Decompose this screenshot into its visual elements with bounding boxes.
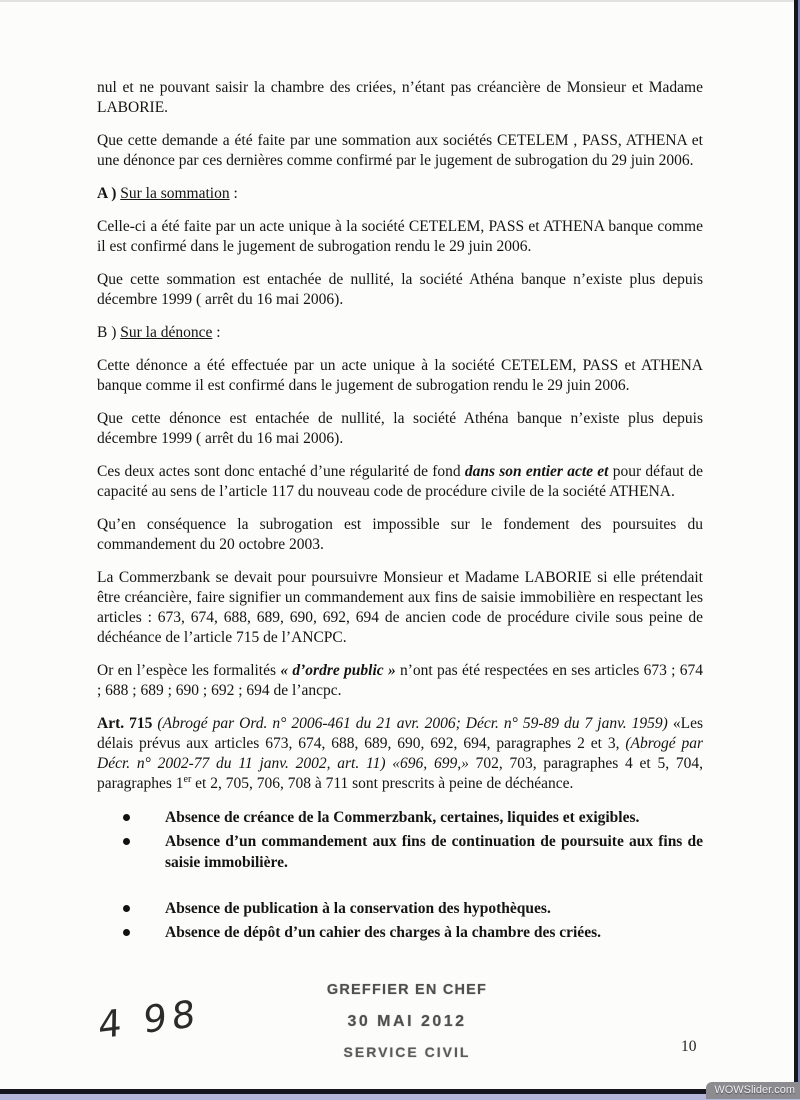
text-run: Cette dénonce a été effectuée par un acte unique à la société CETELEM, PASS et ATHENA banque comme il est confirmé dans le jugement de subrogation rendu le 29 juin 2006. [97, 357, 703, 394]
text-run: Art. 715 [97, 715, 158, 732]
document-body [97, 78, 703, 956]
section-heading [97, 323, 703, 343]
paragraph [97, 515, 703, 555]
stamp-service: SERVICE CIVIL [343, 1044, 471, 1060]
text-run: dans son entier acte et [464, 463, 609, 480]
stamp-title: GREFFIER EN CHEF [326, 982, 488, 998]
section-heading [97, 184, 703, 204]
stamp-date: 30 MAI 2012 [347, 1013, 467, 1030]
bullet-list [97, 898, 703, 943]
text-run: pour défaut de capacité au sens de l’article 117 du nouveau code de procédure civile de la société ATHENA. [97, 463, 703, 500]
text-run: Que cette sommation est entachée de nullité, la société Athéna banque n’existe plus depuis décembre 1999 ( arrêt du 16 mai 2006). [97, 271, 703, 308]
text-run: et 2, 705, 706, 708 à 711 sont prescrits à peine de déchéance. [191, 775, 574, 792]
paragraph [97, 409, 703, 449]
text-run: « d’ordre public » [280, 662, 396, 679]
text-run: Qu’en conséquence la subrogation est impossible sur le fondement des poursuites du commandement du 20 octobre 2003. [97, 516, 703, 553]
paragraph [97, 356, 703, 396]
text-run: er [183, 773, 192, 785]
text-run: B ) [97, 324, 121, 341]
bullet-item: Absence de créance de la Commerzbank, certaines, liquides et exigibles. [97, 807, 703, 828]
paragraph [97, 714, 703, 794]
paragraph [97, 217, 703, 257]
text-run: La Commerzbank se devait pour poursuivre Monsieur et Madame LABORIE si elle prétendait être créancière, faire signifier un commandement aux fins de saisie immobilière en respectant les articles : 673, 674, 688, 689, 690, 692, 694 de ancien code de procédure civile sous peine de déchéance de l’article 715 de l’ANCPC. [97, 569, 703, 646]
paragraph [97, 78, 703, 118]
scan-edge-top [0, 0, 800, 2]
handwritten-number: 4 98 [98, 991, 201, 1048]
paragraph [97, 661, 703, 701]
text-run: Ces deux actes sont donc entaché d’une régularité de fond [97, 463, 465, 480]
watermark-link[interactable]: WOWSlider.com [706, 1082, 800, 1099]
bullet-list [97, 807, 703, 873]
paragraph [97, 568, 703, 648]
text-run: «696, 699,» [392, 755, 469, 772]
text-run: nul et ne pouvant saisir la chambre des criées, n’étant pas créancière de Monsieur et Madame LABORIE. [97, 79, 703, 116]
text-run: Sur la sommation [120, 185, 230, 202]
paragraph [97, 270, 703, 310]
frame-bottom-strip [0, 1094, 800, 1100]
text-run: Or en l’espèce les formalités [97, 662, 281, 679]
text-run: Sur la dénonce [120, 324, 213, 341]
text-run: : [212, 324, 221, 341]
court-stamp [318, 982, 496, 1060]
text-run: (Abrogé par Décr. n° 2002-77 du 11 janv. 2002, art. 11) [97, 735, 704, 772]
text-run: A ) [97, 185, 121, 202]
bullet-item: Absence de publication à la conservation des hypothèques. [97, 898, 703, 919]
text-run: 702, 703, paragraphes 4 et 5, 704, paragraphes 1 [97, 755, 704, 792]
text-run: Que cette dénonce est entachée de nullité, la société Athéna banque n’existe plus depuis décembre 1999 ( arrêt du 16 mai 2006). [97, 410, 703, 447]
text-run: (Abrogé par Ord. n° 2006-461 du 21 avr. 2006; Décr. n° 59-89 du 7 janv. 1959) [157, 715, 668, 732]
text-run: Que cette demande a été faite par une sommation aux sociétés CETELEM , PASS, ATHENA et une dénonce par ces dernières comme confirmé par le jugement de subrogation du 29 juin 2006. [97, 132, 703, 169]
text-run: n’ont pas été respectées en ses articles 673 ; 674 ; 688 ; 689 ; 690 ; 692 ; 694 de l’ancpc. [97, 662, 704, 699]
page-number: 10 [681, 1038, 697, 1055]
paragraph [97, 462, 703, 502]
bullet-item: Absence d’un commandement aux fins de continuation de poursuite aux fins de saisie immobilière. [97, 831, 703, 873]
paragraph [97, 131, 703, 171]
text-run: «Les délais prévus aux articles 673, 674, 688, 689, 690, 692, 694, paragraphes 2 et 3, [97, 715, 703, 752]
bullet-item: Absence de dépôt d’un cahier des charges à la chambre des criées. [97, 922, 703, 943]
text-run: : [229, 185, 238, 202]
text-run: Celle-ci a été faite par un acte unique à la société CETELEM, PASS et ATHENA banque comme il est confirmé dans le jugement de subrogation rendu le 29 juin 2006. [97, 218, 703, 255]
